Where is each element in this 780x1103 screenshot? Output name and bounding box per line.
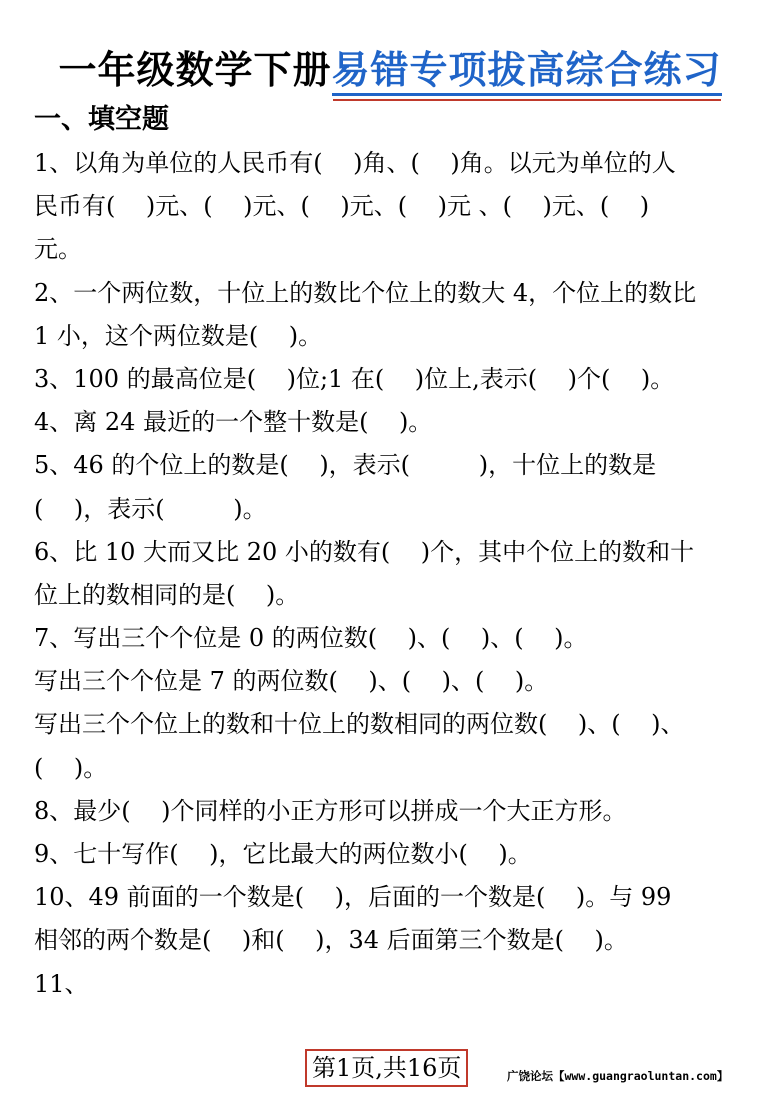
question-line: 10、49 前面的一个数是( )，后面的一个数是( )。与 99 (34, 883, 672, 912)
question-line: 1、以角为单位的人民币有( )角、( )角。以元为单位的人 (34, 149, 676, 177)
site-watermark: 广饶论坛【www.guangraoluntan.com】 (507, 1069, 729, 1083)
page-title-highlight: 易错专项拔高综合练习 (332, 48, 722, 96)
question-line: ( )，表示( )。 (34, 494, 267, 523)
question-line: 写出三个个位是 7 的两位数( )、( )、( )。 (34, 667, 549, 696)
question-line: 5、46 的个位上的数是( )，表示( )，十位上的数是 (34, 451, 657, 480)
question-line: 7、写出三个个位是 0 的两位数( )、( )、( )。 (34, 624, 588, 653)
question-line: 民币有( )元、( )元、( )元、( )元 、( )元、( ) (34, 192, 650, 221)
question-line: 3、100 的最高位是( )位;1 在( )位上,表示( )个( )。 (34, 364, 675, 393)
question-line: 位上的数相同的是( )。 (34, 580, 300, 609)
page-number-box: 第1页,共16页 (305, 1049, 468, 1087)
question-line: 6、比 10 大而又比 20 小的数有( )个，其中个位上的数和十 (34, 537, 695, 566)
question-line: 9、七十写作( )，它比最大的两位数小( )。 (34, 840, 532, 868)
page-title-main: 一年级数学下册 (58, 48, 332, 92)
question-line: 11、 (34, 969, 89, 998)
question-list (34, 142, 750, 1006)
question-line: 1 小，这个两位数是( )。 (34, 321, 323, 350)
question-line: 8、最少( )个同样的小正方形可以拼成一个大正方形。 (34, 796, 627, 825)
section-heading: 一、填空题 (34, 104, 169, 135)
question-line: ( )。 (34, 753, 108, 782)
question-line: 4、离 24 最近的一个整十数是( )。 (34, 408, 433, 437)
question-line: 相邻的两个数是( )和( )，34 后面第三个数是( )。 (34, 926, 628, 955)
question-line: 元。 (34, 235, 82, 264)
question-line: 2、一个两位数，十位上的数比个位上的数大 4，个位上的数比 (34, 278, 697, 307)
question-line: 写出三个个位上的数和十位上的数相同的两位数( )、( )、 (34, 710, 685, 739)
page-title (0, 42, 780, 98)
